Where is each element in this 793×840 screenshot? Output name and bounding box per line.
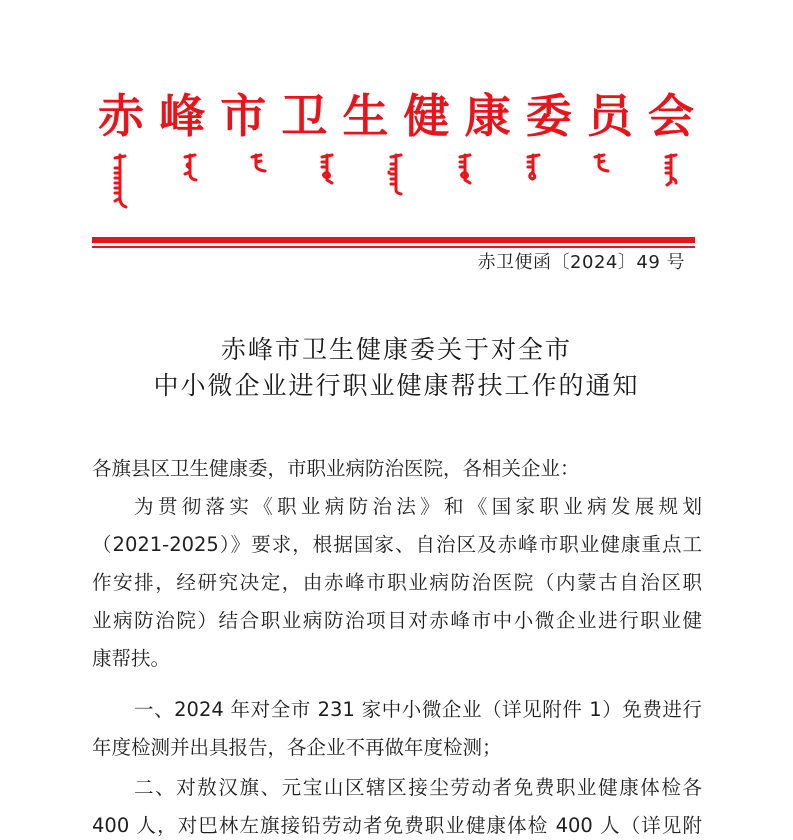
- paragraph-line: 康帮扶。: [92, 647, 171, 670]
- mongolian-word-icon: [96, 152, 146, 210]
- paragraph-line: 作安排，经研究决定，由赤峰市职业病防治医院（内蒙古自治区职: [92, 571, 702, 594]
- mongolian-word-icon: [509, 152, 559, 184]
- letterhead-red-rule-thin: [92, 246, 695, 248]
- mongolian-word-icon: [165, 152, 215, 182]
- mongolian-word-icon: [646, 152, 696, 188]
- letterhead-char: 委: [525, 89, 572, 143]
- letterhead-red-rule-thick: [92, 237, 695, 243]
- mongolian-word-icon: [577, 152, 627, 174]
- letterhead-char: 生: [342, 89, 389, 143]
- notice-title-line-1: 赤峰市卫生健康委关于对全市: [220, 335, 572, 364]
- letterhead-char: 员: [586, 89, 633, 143]
- paragraph-line: （2021-2025）》要求，根据国家、自治区及赤峰市职业健康重点工: [92, 533, 702, 556]
- mongolian-word-icon: [302, 152, 352, 186]
- letterhead-mongolian-script: [96, 152, 696, 212]
- mongolian-word-icon: [440, 152, 490, 186]
- paragraph-line: 为贯彻落实《职业病防治法》和《国家职业病发展规划: [134, 495, 702, 518]
- letterhead-char: 健: [403, 89, 450, 143]
- list-item-line: 400 人，对巴林左旗接铅劳动者免费职业健康体检 400 人（详见附: [92, 814, 702, 837]
- letterhead-char: 峰: [159, 89, 206, 143]
- salutation: 各旗县区卫生健康委，市职业病防治医院，各相关企业：: [92, 457, 580, 480]
- list-item-line: 一、2024 年对全市 231 家中小微企业（详见附件 1）免费进行: [134, 698, 702, 721]
- document-reference-number: 赤卫便函〔2024〕49 号: [477, 252, 685, 273]
- letterhead-char: 卫: [281, 89, 328, 143]
- letterhead-org-name: [96, 88, 696, 144]
- mongolian-word-icon: [234, 152, 284, 174]
- letterhead-char: 会: [647, 89, 694, 143]
- mongolian-word-icon: [371, 152, 421, 196]
- letterhead-char: 赤: [98, 89, 144, 143]
- letterhead-char: 市: [220, 89, 267, 143]
- letterhead-char: 康: [464, 89, 511, 143]
- list-item-line: 二、对敖汉旗、元宝山区辖区接尘劳动者免费职业健康体检各: [134, 776, 702, 799]
- list-item-line: 年度检测并出具报告，各企业不再做年度检测；: [92, 736, 502, 759]
- notice-title-line-2: 中小微企业进行职业健康帮扶工作的通知: [153, 371, 640, 400]
- paragraph-line: 业病防治院）结合职业病防治项目对赤峰市中小微企业进行职业健: [92, 609, 702, 632]
